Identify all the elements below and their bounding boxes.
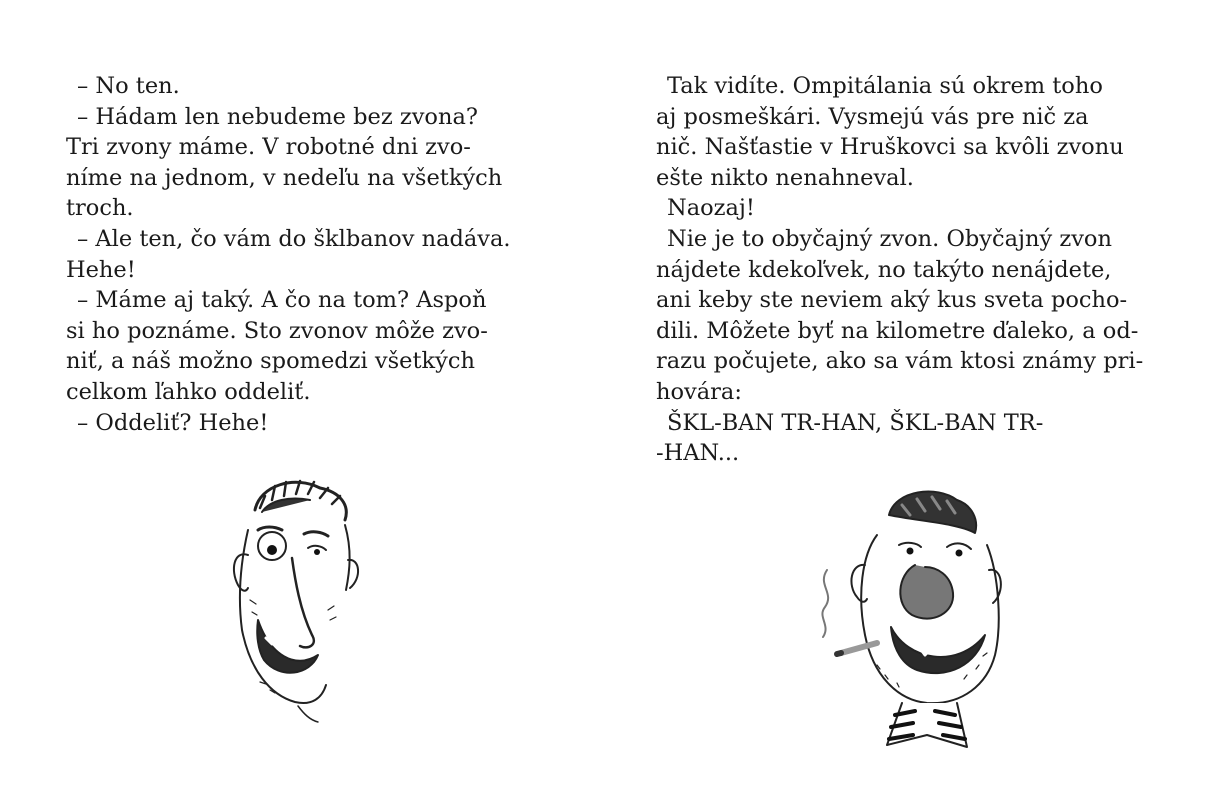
text-line: -HAN...: [656, 440, 740, 467]
text-line: Hehe!: [66, 256, 136, 283]
text-line: celkom ľahko oddeliť.: [66, 378, 311, 405]
text-line: Tri zvony máme. V robotné dni zvo-: [66, 134, 471, 161]
text-line: nič. Našťastie v Hruškovci sa kvôli zvonu: [656, 134, 1124, 161]
text-line: si ho poznáme. Sto zvonov môže zvo-: [66, 317, 488, 344]
text-line: ani keby ste neviem aký kus sveta pocho-: [656, 287, 1128, 314]
text-line: Nie je to obyčajný zvon. Obyčajný zvon: [667, 225, 1112, 252]
text-line: – Ale ten, čo vám do šklbanov nadáva.: [77, 225, 511, 252]
text-line: ŠKL-BAN TR-HAN, ŠKL-BAN TR-: [667, 409, 1044, 436]
text-line: – No ten.: [77, 73, 180, 99]
right-page-text: [656, 71, 1144, 469]
text-line: nájdete kdekoľvek, no takýto nenájdete,: [656, 256, 1112, 283]
text-line: Tak vidíte. Ompitálania sú okrem toho: [667, 73, 1103, 99]
left-page-text: [66, 71, 514, 438]
caricature-man-illustration: [200, 470, 400, 730]
text-line: – Hádam len nebudeme bez zvona?: [77, 103, 478, 130]
right-page: [612, 0, 1223, 800]
text-line: razu počujete, ako sa vám ktosi známy pri-: [656, 348, 1144, 375]
text-line: aj posmeškári. Vysmejú vás pre nič za: [656, 103, 1089, 130]
text-line: dili. Môžete byť na kilometre ďaleko, a od-: [656, 317, 1139, 344]
text-line: – Máme aj taký. A čo na tom? Aspoň: [77, 287, 487, 314]
text-line: troch.: [66, 195, 134, 222]
text-line: niť, a náš možno spomedzi všetkých: [66, 348, 475, 375]
text-line: – Oddeliť? Hehe!: [77, 409, 269, 436]
text-line: Naozaj!: [667, 195, 755, 222]
text-line: ešte nikto nenahneval.: [656, 164, 914, 191]
text-line: hovára:: [656, 378, 742, 405]
text-line: níme na jednom, v nedeľu na všetkých: [66, 164, 503, 191]
caricature-man-with-cigarette-illustration: [807, 475, 1017, 780]
